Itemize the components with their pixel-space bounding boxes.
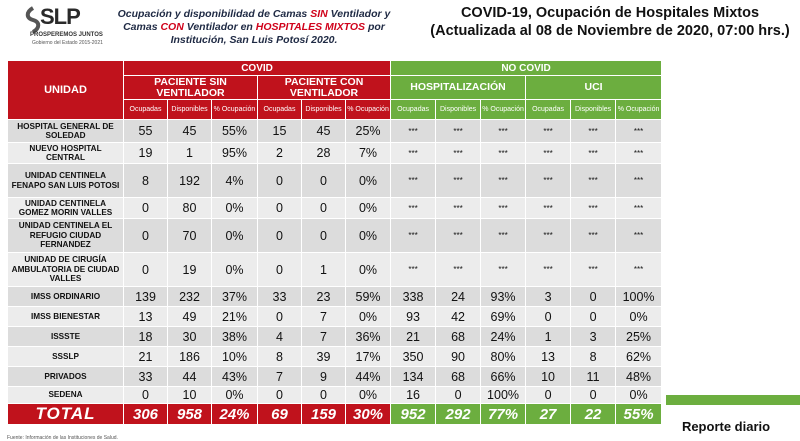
cell-value: 0% [346, 387, 391, 404]
subheader-ocupadas: Ocupadas [391, 100, 436, 120]
occupancy-table [7, 60, 662, 425]
report-bar [666, 395, 800, 405]
cell-value: 68 [436, 367, 481, 387]
cell-value: 0 [124, 219, 168, 253]
cell-value: 0% [346, 164, 391, 198]
cell-value: 0 [571, 387, 616, 404]
cell-value: 37% [212, 287, 258, 307]
total-row [8, 404, 662, 425]
cell-value: *** [526, 219, 571, 253]
total-value: 69 [258, 404, 302, 425]
cell-value: 186 [168, 347, 212, 367]
cell-value: 13 [124, 307, 168, 327]
cell-value: 8 [124, 164, 168, 198]
cell-value: 70 [168, 219, 212, 253]
unit-name: SEDENA [8, 387, 124, 404]
title-line-2: (Actualizada al 08 de Noviembre de 2020, 07:00 hrs.) [430, 23, 790, 39]
cell-value: 0 [124, 253, 168, 287]
cell-value: 69% [481, 307, 526, 327]
total-value: 27 [526, 404, 571, 425]
cell-value: *** [436, 198, 481, 219]
cell-value: *** [616, 143, 662, 164]
cell-value: 15 [258, 120, 302, 143]
cell-value: 19 [124, 143, 168, 164]
cell-value: *** [616, 198, 662, 219]
cell-value: 93% [481, 287, 526, 307]
cell-value: 45 [168, 120, 212, 143]
cell-value: *** [571, 143, 616, 164]
cell-value: 0 [302, 219, 346, 253]
total-value: 77% [481, 404, 526, 425]
total-value: 55% [616, 404, 662, 425]
cell-value: *** [391, 164, 436, 198]
page-title [430, 4, 790, 40]
source-note: Fuente: Información de las Instituciones de Salud. [7, 435, 118, 441]
cell-value: 0 [124, 387, 168, 404]
cell-value: *** [391, 143, 436, 164]
cell-value: 0% [346, 307, 391, 327]
cell-value: 7% [346, 143, 391, 164]
cell-value: 66% [481, 367, 526, 387]
logo-subtext: Gobierno del Estado 2015-2021 [32, 40, 103, 46]
cell-value: 44% [346, 367, 391, 387]
cell-value: 0% [212, 219, 258, 253]
unit-name: UNIDAD CENTINELA GOMEZ MORIN VALLES [8, 198, 124, 219]
cell-value: 17% [346, 347, 391, 367]
subheader-ocupadas: Ocupadas [526, 100, 571, 120]
cell-value: 43% [212, 367, 258, 387]
cell-value: *** [481, 219, 526, 253]
cell-value: 18 [124, 327, 168, 347]
cell-value: 0 [302, 164, 346, 198]
cell-value: 0% [212, 253, 258, 287]
unit-name: UNIDAD CENTINELA FENAPO SAN LUIS POTOSI [8, 164, 124, 198]
table-row [8, 198, 662, 219]
cell-value: *** [616, 120, 662, 143]
cell-value: 48% [616, 367, 662, 387]
table-row [8, 120, 662, 143]
no-covid-header: NO COVID [391, 61, 662, 76]
cell-value: 4 [258, 327, 302, 347]
cell-value: *** [481, 120, 526, 143]
cell-value: 95% [212, 143, 258, 164]
table-row [8, 347, 662, 367]
unit-name: UNIDAD DE CIRUGÍA AMBULATORIA DE CIUDAD VALLES [8, 253, 124, 287]
unit-name: SSSLP [8, 347, 124, 367]
subtitle: Ocupación y disponibilidad de Camas SIN Ventilador y Camas CON Ventilador en HOSPITALES MIXTOS por Institución, San Luis Potosí 2020. [117, 8, 391, 46]
cell-value: 62% [616, 347, 662, 367]
cell-value: 7 [302, 307, 346, 327]
cell-value: 100% [481, 387, 526, 404]
unit-name: IMSS BIENESTAR [8, 307, 124, 327]
total-value: 306 [124, 404, 168, 425]
cell-value: 0 [526, 307, 571, 327]
cell-value: 2 [258, 143, 302, 164]
table-row [8, 367, 662, 387]
total-value: 159 [302, 404, 346, 425]
cell-value: 10 [168, 387, 212, 404]
unit-name: ISSSTE [8, 327, 124, 347]
cell-value: 9 [302, 367, 346, 387]
table-row [8, 219, 662, 253]
table-row [8, 287, 662, 307]
subheader-ocupadas: Ocupadas [124, 100, 168, 120]
table-row [8, 387, 662, 404]
cell-value: *** [436, 120, 481, 143]
cell-value: 7 [258, 367, 302, 387]
cell-value: 0 [258, 219, 302, 253]
cell-value: 0 [124, 198, 168, 219]
subheader-disponibles: Disponibles [302, 100, 346, 120]
cell-value: 19 [168, 253, 212, 287]
cell-value: 33 [258, 287, 302, 307]
title-line-1: COVID-19, Ocupación de Hospitales Mixtos [460, 5, 760, 21]
cell-value: *** [616, 253, 662, 287]
cell-value: 0 [571, 307, 616, 327]
cell-value: *** [436, 143, 481, 164]
cell-value: *** [616, 164, 662, 198]
cell-value: 8 [571, 347, 616, 367]
cell-value: *** [436, 164, 481, 198]
cell-value: *** [571, 219, 616, 253]
subheader-pct: % Ocupación [481, 100, 526, 120]
logo-tagline: PROSPEREMOS JUNTOS [30, 32, 103, 38]
cell-value: 39 [302, 347, 346, 367]
cell-value: *** [481, 198, 526, 219]
cell-value: 55% [212, 120, 258, 143]
cell-value: 80 [168, 198, 212, 219]
cell-value: 23 [302, 287, 346, 307]
cell-value: 25% [616, 327, 662, 347]
cell-value: *** [481, 143, 526, 164]
table-row [8, 143, 662, 164]
cell-value: *** [391, 219, 436, 253]
cell-value: *** [571, 253, 616, 287]
cell-value: 3 [571, 327, 616, 347]
cell-value: 21 [124, 347, 168, 367]
total-value: 22 [571, 404, 616, 425]
cell-value: 0 [436, 387, 481, 404]
cell-value: 0 [571, 287, 616, 307]
cell-value: 36% [346, 327, 391, 347]
cell-value: 0% [616, 387, 662, 404]
unit-name: NUEVO HOSPITAL CENTRAL [8, 143, 124, 164]
cell-value: 0% [212, 387, 258, 404]
cell-value: 7 [302, 327, 346, 347]
total-value: 952 [391, 404, 436, 425]
cell-value: *** [571, 164, 616, 198]
subheader-disponibles: Disponibles [168, 100, 212, 120]
group-hospitalizacion: HOSPITALIZACIÓN [391, 76, 526, 100]
cell-value: 192 [168, 164, 212, 198]
covid-header: COVID [124, 61, 391, 76]
cell-value: 1 [526, 327, 571, 347]
table-row [8, 253, 662, 287]
group-uci: UCI [526, 76, 662, 100]
cell-value: 24% [481, 327, 526, 347]
cell-value: 8 [258, 347, 302, 367]
cell-value: *** [526, 164, 571, 198]
cell-value: *** [616, 219, 662, 253]
logo-text: SLP [40, 4, 80, 29]
cell-value: 13 [526, 347, 571, 367]
cell-value: 49 [168, 307, 212, 327]
cell-value: *** [481, 253, 526, 287]
table-row [8, 307, 662, 327]
cell-value: 0 [302, 198, 346, 219]
total-label: TOTAL [8, 404, 124, 425]
cell-value: 0 [526, 387, 571, 404]
cell-value: *** [436, 253, 481, 287]
cell-value: *** [571, 198, 616, 219]
cell-value: 0% [346, 253, 391, 287]
cell-value: 90 [436, 347, 481, 367]
group-sin-ventilador: PACIENTE SIN VENTILADOR [124, 76, 258, 100]
subheader-pct: % Ocupación [212, 100, 258, 120]
cell-value: *** [526, 198, 571, 219]
cell-value: *** [526, 143, 571, 164]
cell-value: *** [391, 120, 436, 143]
cell-value: 80% [481, 347, 526, 367]
cell-value: 134 [391, 367, 436, 387]
cell-value: 0% [616, 307, 662, 327]
cell-value: *** [526, 120, 571, 143]
cell-value: 10 [526, 367, 571, 387]
total-value: 292 [436, 404, 481, 425]
group-con-ventilador: PACIENTE CON VENTILADOR [258, 76, 391, 100]
cell-value: 68 [436, 327, 481, 347]
cell-value: 0 [258, 253, 302, 287]
cell-value: 0% [212, 198, 258, 219]
cell-value: 0% [346, 198, 391, 219]
subheader-ocupadas: Ocupadas [258, 100, 302, 120]
cell-value: 0 [302, 387, 346, 404]
cell-value: 21 [391, 327, 436, 347]
cell-value: 55 [124, 120, 168, 143]
unit-name: IMSS ORDINARIO [8, 287, 124, 307]
cell-value: 11 [571, 367, 616, 387]
cell-value: 1 [168, 143, 212, 164]
unit-name: PRIVADOS [8, 367, 124, 387]
total-value: 958 [168, 404, 212, 425]
cell-value: 33 [124, 367, 168, 387]
header [0, 0, 800, 56]
cell-value: 100% [616, 287, 662, 307]
unit-header: UNIDAD [8, 61, 124, 120]
unit-name: HOSPITAL GENERAL DE SOLEDAD [8, 120, 124, 143]
unit-name: UNIDAD CENTINELA EL REFUGIO CIUDAD FERNANDEZ [8, 219, 124, 253]
slp-logo [22, 4, 102, 50]
cell-value: 232 [168, 287, 212, 307]
cell-value: *** [526, 253, 571, 287]
cell-value: 21% [212, 307, 258, 327]
table-row [8, 327, 662, 347]
subheader-disponibles: Disponibles [571, 100, 616, 120]
cell-value: 44 [168, 367, 212, 387]
cell-value: 42 [436, 307, 481, 327]
cell-value: 0 [258, 164, 302, 198]
cell-value: *** [391, 198, 436, 219]
cell-value: 139 [124, 287, 168, 307]
cell-value: 30 [168, 327, 212, 347]
cell-value: 4% [212, 164, 258, 198]
cell-value: 24 [436, 287, 481, 307]
subheader-pct: % Ocupación [346, 100, 391, 120]
total-value: 24% [212, 404, 258, 425]
cell-value: 0% [346, 219, 391, 253]
cell-value: 0 [258, 307, 302, 327]
cell-value: 16 [391, 387, 436, 404]
cell-value: *** [481, 164, 526, 198]
cell-value: 59% [346, 287, 391, 307]
cell-value: 28 [302, 143, 346, 164]
subheader-disponibles: Disponibles [436, 100, 481, 120]
cell-value: 93 [391, 307, 436, 327]
cell-value: 0 [258, 198, 302, 219]
total-value: 30% [346, 404, 391, 425]
cell-value: 38% [212, 327, 258, 347]
cell-value: 350 [391, 347, 436, 367]
cell-value: 1 [302, 253, 346, 287]
cell-value: *** [571, 120, 616, 143]
table-row [8, 164, 662, 198]
table-body [8, 120, 662, 425]
report-label: Reporte diario [681, 419, 771, 434]
cell-value: 10% [212, 347, 258, 367]
cell-value: 338 [391, 287, 436, 307]
subheader-pct: % Ocupación [616, 100, 662, 120]
cell-value: 45 [302, 120, 346, 143]
cell-value: 3 [526, 287, 571, 307]
cell-value: *** [391, 253, 436, 287]
cell-value: 25% [346, 120, 391, 143]
cell-value: *** [436, 219, 481, 253]
cell-value: 0 [258, 387, 302, 404]
